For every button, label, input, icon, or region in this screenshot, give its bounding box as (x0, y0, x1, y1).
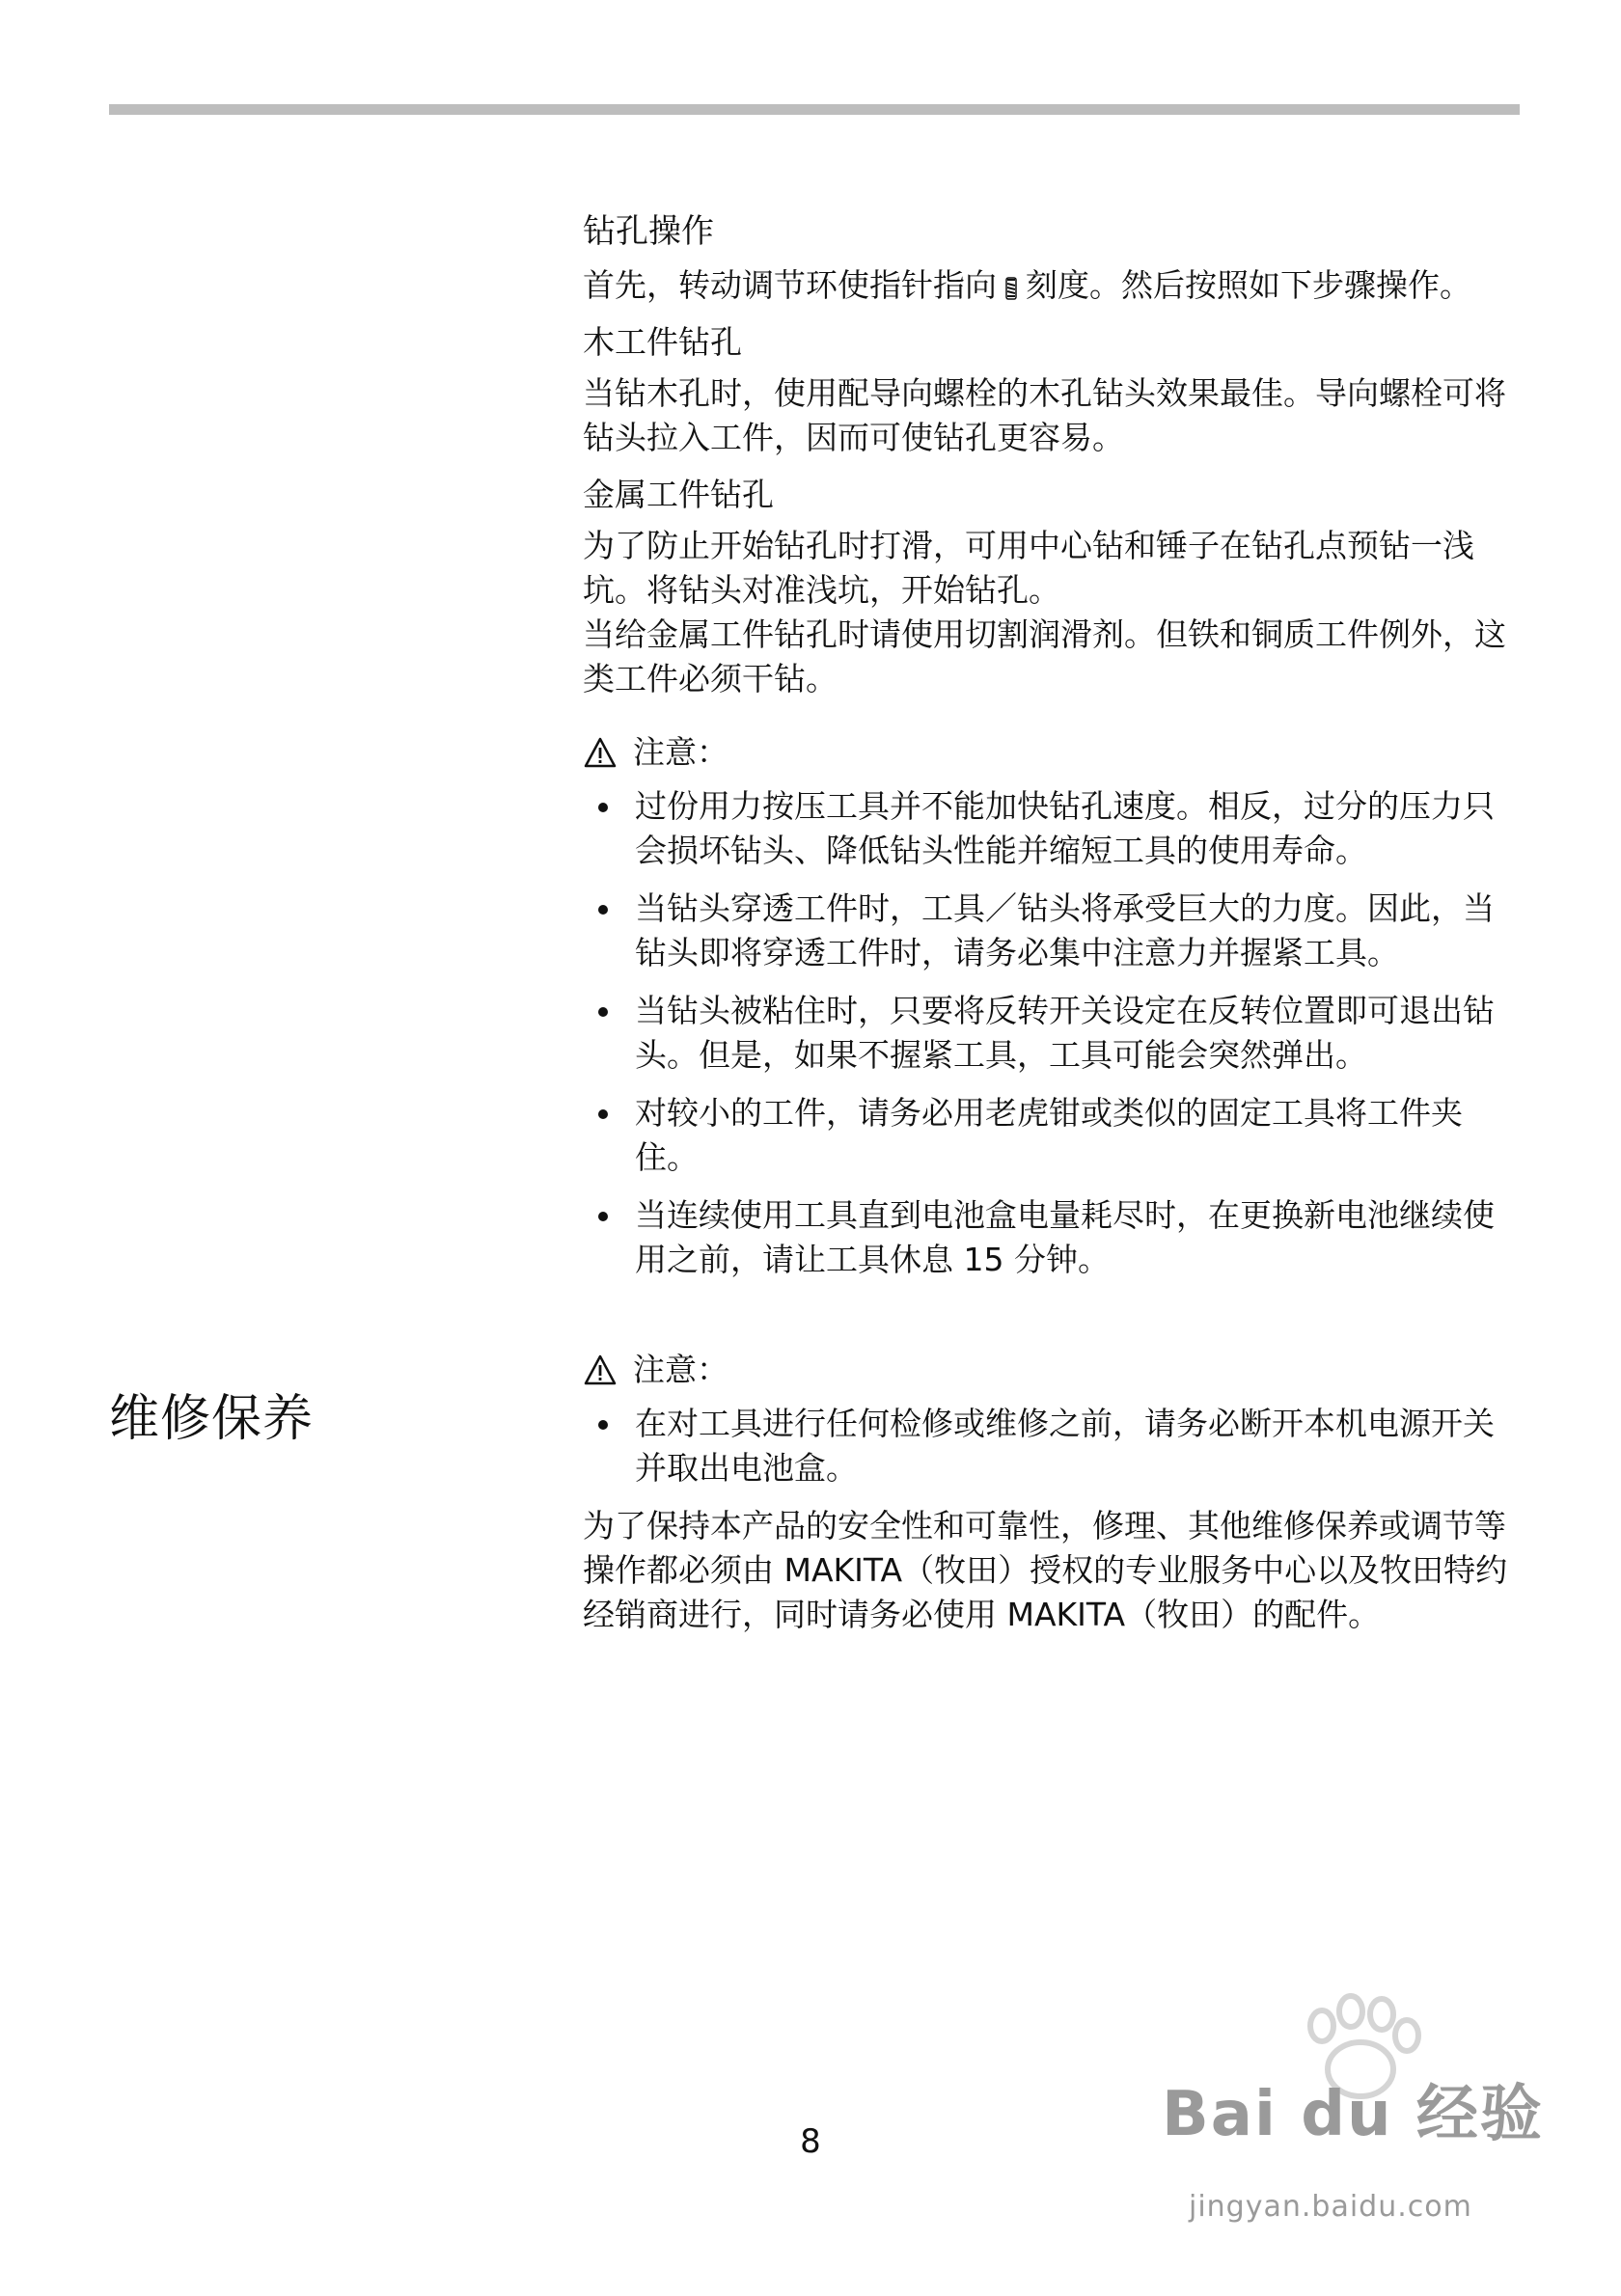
bullet-icon (598, 1007, 608, 1017)
watermark-brand: Bai du 经验 (1162, 2079, 1544, 2150)
list-item (583, 1091, 1521, 1180)
metal-drilling-text-1: 为了防止开始钻孔时打滑，可用中心钻和锤子在钻孔点预钻一浅坑。将钻头对准浅坑，开始钻孔。 (583, 527, 1474, 609)
list-item (583, 1193, 1521, 1282)
drilling-caution-list (583, 784, 1521, 1282)
metal-drilling-text-2: 当给金属工件钻孔时请使用切割润滑剂。但铁和铜质工件例外，这类工件必须干钻。 (583, 615, 1506, 697)
maintenance-caution-heading (583, 1348, 1521, 1392)
section-title-maintenance: 维修保养 (109, 1390, 315, 1448)
top-rule (109, 104, 1520, 115)
drilling-intro-start: 首先，转动调节环使指针指向 (583, 266, 997, 304)
wood-drilling-title: 木工件钻孔 (583, 323, 742, 361)
warning-triangle-icon (583, 1353, 618, 1386)
bullet-icon (598, 905, 608, 915)
caution-text: 当钻头穿透工件时，工具／钻头将承受巨大的力度。因此，当钻头即将穿透工件时，请务必集中注意力并握紧工具。 (635, 889, 1495, 971)
drill-mode-icon (1004, 267, 1018, 290)
metal-drilling-title: 金属工件钻孔 (583, 476, 774, 513)
caution-text: 在对工具进行任何检修或维修之前，请务必断开本机电源开关并取出电池盒。 (635, 1405, 1495, 1487)
maintenance-caution-list (583, 1402, 1521, 1490)
main-column (583, 207, 1521, 1649)
bullet-icon (598, 1420, 608, 1430)
caution-label: 注意： (633, 733, 728, 771)
bullet-icon (598, 1109, 608, 1119)
caution-text: 过份用力按压工具并不能加快钻孔速度。相反，过分的压力只会损坏钻头、降低钻头性能并缩短工具的使用寿命。 (635, 787, 1495, 869)
bullet-icon (598, 1212, 608, 1221)
caution-label: 注意： (633, 1351, 728, 1388)
watermark-url: jingyan.baidu.com (1189, 2190, 1472, 2224)
drilling-intro (583, 263, 1521, 308)
caution-text: 对较小的工件，请务必用老虎钳或类似的固定工具将工件夹住。 (635, 1094, 1463, 1176)
caution-text: 当钻头被粘住时，只要将反转开关设定在反转位置即可退出钻头。但是，如果不握紧工具，工具可能会突然弹出。 (635, 992, 1495, 1074)
bullet-icon (598, 803, 608, 812)
caution-text: 当连续使用工具直到电池盒电量耗尽时，在更换新电池继续使用之前，请让工具休息 15 分钟。 (635, 1196, 1495, 1278)
list-item (583, 1402, 1521, 1490)
drilling-intro-end: 刻度。然后按照如下步骤操作。 (1026, 266, 1471, 304)
list-item (583, 989, 1521, 1078)
list-item (583, 887, 1521, 975)
drilling-title: 钻孔操作 (583, 212, 714, 251)
warning-triangle-icon (583, 736, 618, 769)
caution-heading (583, 730, 1521, 775)
page-number: 8 (800, 2122, 821, 2161)
list-item (583, 784, 1521, 873)
wood-drilling-text: 当钻木孔时，使用配导向螺栓的木孔钻头效果最佳。导向螺栓可将钻头拉入工件，因而可使钻孔更容易。 (583, 374, 1506, 456)
maintenance-text: 为了保持本产品的安全性和可靠性，修理、其他维修保养或调节等操作都必须由 MAKITA（牧田）授权的专业服务中心以及牧田特约经销商进行，同时请务必使用 MAKITA（牧田）的配件。 (583, 1507, 1508, 1633)
